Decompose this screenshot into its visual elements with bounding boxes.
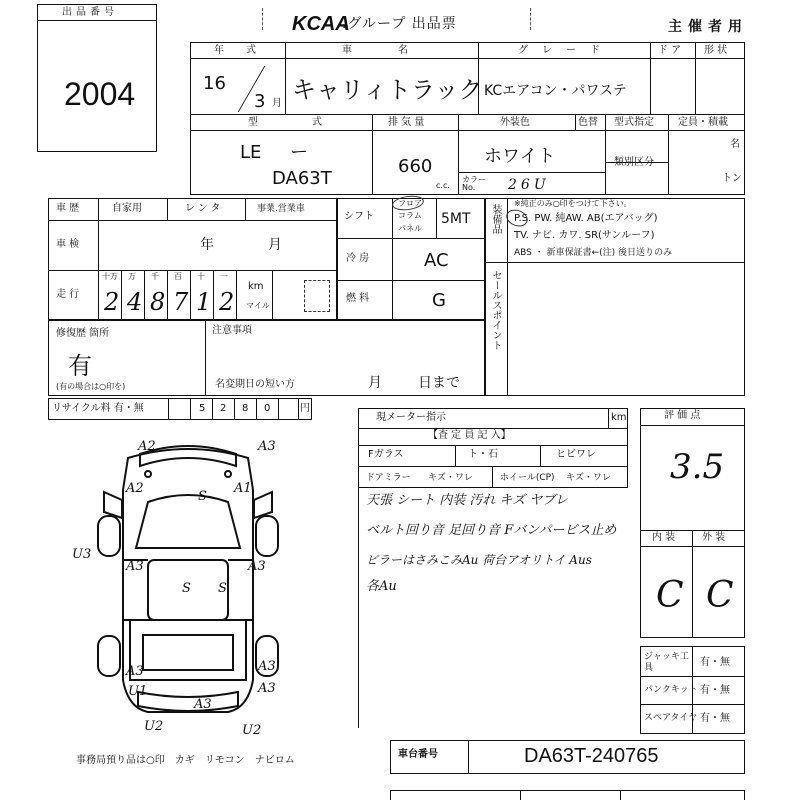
persons-unit: 名 (730, 139, 740, 150)
interior-label: 内 装 (652, 532, 676, 543)
organizer-label: 主催者用 (668, 19, 748, 35)
svg-text:S: S (198, 489, 207, 504)
digit-unit-100: 百 (174, 272, 182, 281)
office-note: 事務局預り品は○印 カギ リモコン ナビロム (76, 755, 295, 766)
recycle-digit: 0 (264, 403, 271, 414)
svg-text:A3: A3 (258, 659, 276, 674)
mileage-digit: 7 (173, 288, 189, 316)
shift-label: シフト (344, 211, 374, 222)
car-damage-diagram (68, 430, 308, 740)
shift-column: コラム (398, 211, 422, 220)
mirror-options: キズ・ワレ (428, 473, 473, 483)
color-change-label: 色替 (578, 117, 598, 128)
svg-text:U2: U2 (144, 719, 164, 734)
puncture-label: パンクキット (644, 685, 698, 695)
mileage-digit: 2 (219, 288, 235, 316)
glass-label: Fガラス (368, 449, 404, 460)
inspection-month-unit: 月 (268, 237, 282, 253)
color-label: 外装色 (500, 117, 530, 128)
exterior-label: 外 装 (702, 532, 726, 543)
spare-yes-no: 有・無 (700, 713, 730, 724)
tons-unit: トン (722, 173, 742, 184)
interior-grade: C (656, 575, 684, 616)
digit-unit-10: 十 (197, 272, 205, 281)
shift-value: 5MT (441, 211, 471, 227)
lot-number: 2004 (64, 76, 136, 112)
glass-options: ト・石 (468, 449, 498, 460)
repair-value: 有 (68, 352, 92, 380)
year-era: 16 (203, 73, 226, 94)
logo: KCAA (292, 13, 350, 35)
month-unit: 月 (272, 98, 282, 109)
meter-km-unit: km (611, 412, 627, 423)
digit-unit-10k: 万 (128, 272, 136, 281)
recycle-digit: 2 (220, 403, 227, 414)
equipment-label: 装備品 (490, 204, 501, 234)
svg-text:U3: U3 (72, 547, 92, 562)
recycle-digit: 5 (199, 403, 206, 414)
svg-text:S: S (182, 581, 191, 596)
glass-crack: ヒビワレ (556, 449, 596, 460)
puncture-yes-no: 有・無 (700, 685, 730, 696)
svg-text:U1: U1 (128, 684, 148, 699)
mileage-digit: 2 (104, 288, 120, 316)
wheel-label: ホイール(CP) (500, 473, 555, 483)
history-private: 自家用 (112, 203, 142, 214)
ac-value: AC (424, 250, 449, 271)
mile-label: マイル (246, 301, 270, 310)
history-label: 車 歴 (56, 203, 80, 214)
ac-label: 冷 房 (346, 253, 370, 264)
model-code: DA63T (272, 168, 332, 189)
year-label: 年 式 (214, 45, 262, 56)
grade-label: グ レ ー ド (518, 45, 602, 56)
form-title: .グループ 出品票 (342, 16, 457, 32)
car-name: キャリィトラック (292, 76, 483, 104)
recycle-digit: 8 (242, 403, 249, 414)
remark-line: ピラーはさみこみAu 荷台アオリトイ Aus (366, 553, 592, 567)
svg-text:S: S (218, 581, 227, 596)
fuel-value: G (432, 290, 446, 311)
jack-label: ジャッキ工具 (644, 652, 689, 673)
short-name-day-unit: 日まで (418, 375, 460, 391)
mileage-digit: 4 (127, 288, 143, 316)
svg-text:A2: A2 (126, 481, 144, 496)
chassis-number: DA63T-240765 (524, 745, 659, 767)
car-name-label: 車 名 (342, 45, 412, 56)
digit-unit-1: 一 (220, 272, 228, 281)
type-spec-label: 型式指定 (614, 117, 654, 128)
shift-floor: フロア (398, 199, 422, 208)
displacement-value: 660 (398, 156, 433, 177)
meter-label: 現メーター指示 (376, 412, 446, 423)
km-label: km (248, 281, 264, 292)
inspector-title: 【査 定 員 記 入】 (428, 430, 511, 441)
color-no-label: カラー No. (462, 175, 486, 192)
svg-text:A3: A3 (258, 681, 276, 696)
shape-label: 形 状 (704, 45, 728, 56)
fuel-label: 燃 料 (346, 293, 370, 304)
short-name-label: 名変期日の短い方 (215, 379, 295, 390)
score-label: 評 価 点 (664, 410, 701, 421)
equipment-line-3: ABS ・ 新車保証書←(注) 後日送りのみ (514, 248, 673, 258)
short-name-month-unit: 月 (368, 375, 382, 391)
equipment-line-2: TV. ナビ. カワ. SR(サンルーフ) (514, 230, 655, 241)
svg-text:A1: A1 (234, 481, 252, 496)
displacement-label: 排 気 量 (388, 117, 425, 128)
year-month: 3 (254, 91, 266, 112)
repair-label: 修復歴 箇所 (56, 328, 110, 339)
lot-number-label: 出品番号 (62, 7, 118, 18)
svg-text:A3: A3 (258, 439, 276, 454)
jack-yes-no: 有・無 (700, 657, 730, 668)
spare-label: スペアタイヤ (644, 713, 698, 723)
color-no: 26U (508, 177, 550, 193)
svg-text:A2: A2 (138, 439, 156, 454)
model-prefix: LE (240, 142, 262, 163)
score-value: 3.5 (670, 447, 725, 487)
equipment-note: ※純正のみ○印をつけて下さい。 (514, 199, 632, 208)
capacity-label: 定員・積載 (678, 117, 728, 128)
mirror-label: ドアミラー (366, 473, 411, 483)
svg-text:A3: A3 (194, 697, 212, 712)
history-rental: レンタ (185, 203, 224, 214)
chassis-label: 車台番号 (398, 749, 438, 760)
shift-panel: パネル (398, 224, 422, 233)
wheel-options: キズ・ワレ (566, 473, 611, 483)
remark-line: ベルト回り音 足回り音 Fバンパービス止め (366, 523, 617, 538)
svg-text:A3: A3 (248, 559, 266, 574)
equipment-line-1: P.S. PW. 純AW. AB(エアバッグ) (514, 213, 658, 224)
door-label: ド ア (658, 45, 682, 56)
sales-point-label: セールスポイント (490, 270, 501, 350)
remarks-area-border (358, 488, 359, 728)
mileage-label: 走 行 (56, 289, 80, 300)
exterior-grade: C (706, 575, 734, 616)
inspection-label: 車 検 (56, 239, 80, 250)
svg-text:U2: U2 (242, 723, 262, 738)
digit-unit-1k: 千 (151, 272, 159, 281)
mileage-digit: 1 (196, 288, 212, 316)
svg-text:A3: A3 (126, 559, 144, 574)
model-label: 型 式 (248, 117, 328, 128)
cc-unit: c.c. (436, 181, 450, 190)
remark-line: 天張 シート 内装 汚れ キズ ヤブレ (366, 493, 568, 508)
inspection-year-unit: 年 (200, 237, 214, 253)
color-value: ホワイト (484, 146, 556, 167)
svg-text:A3: A3 (126, 664, 144, 679)
mileage-box (304, 280, 330, 312)
yen-unit: 円 (300, 403, 310, 414)
history-business: 事業.営業車 (257, 204, 305, 214)
model-dash: ー (290, 142, 308, 163)
remark-line: 各Au (366, 579, 397, 594)
digit-unit-100k: 十万 (102, 272, 118, 281)
recycle-label: リサイクル料 有・無 (52, 403, 144, 414)
repair-note: (有の場合は○印を) (56, 382, 126, 391)
grade: KCエアコン・パワステ (484, 83, 627, 99)
class-label: 類別区分 (614, 157, 654, 168)
notes-label: 注意事項 (212, 325, 252, 336)
mileage-digit: 8 (150, 288, 166, 316)
